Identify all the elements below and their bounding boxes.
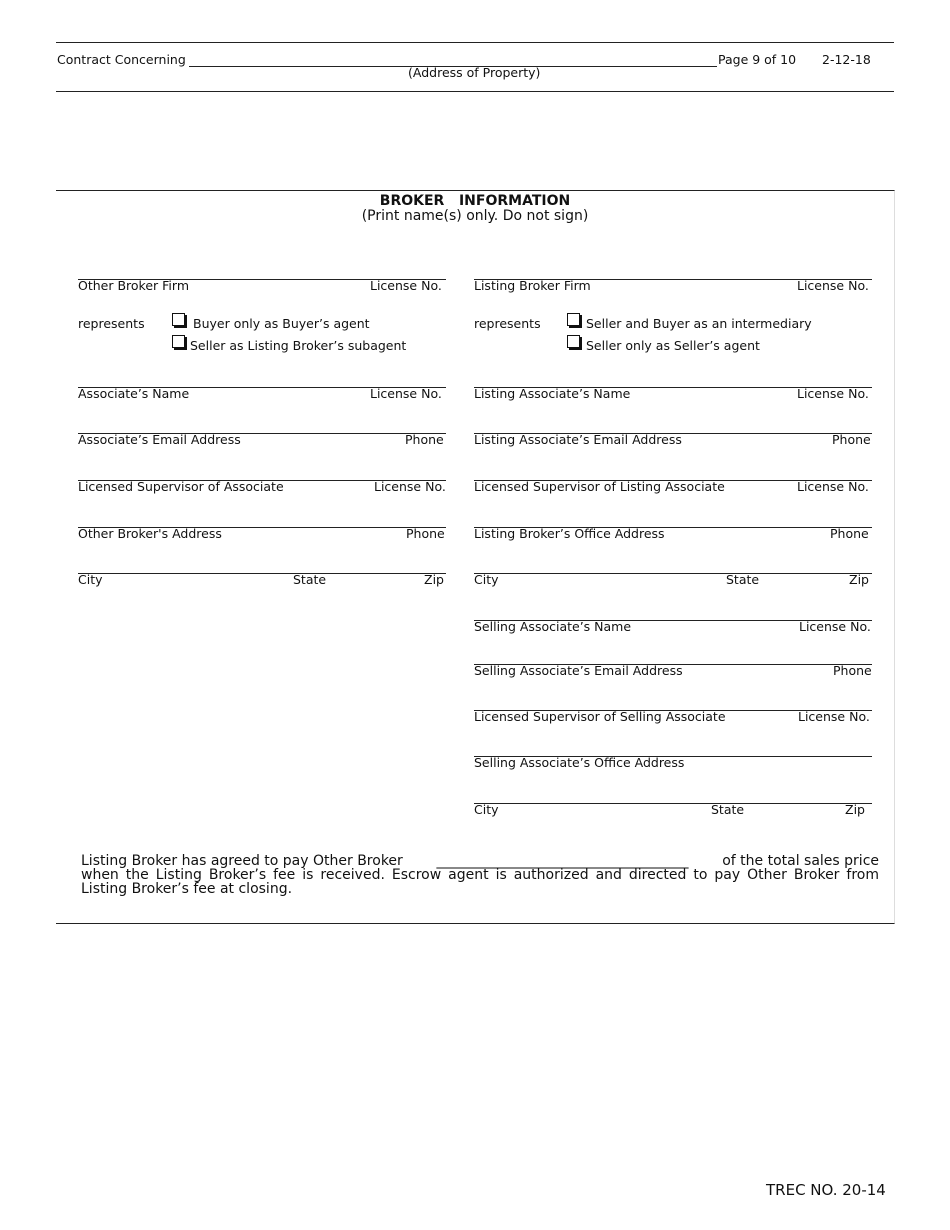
selling-state-label: State xyxy=(711,802,745,817)
fee-paragraph xyxy=(81,854,879,896)
address-caption: (Address of Property) xyxy=(408,65,541,80)
associate-license-label: License No. xyxy=(370,386,442,401)
selling-city-label: City xyxy=(474,802,499,817)
contract-concerning-label: Contract Concerning xyxy=(57,52,186,67)
selling-city-field[interactable] xyxy=(474,803,872,804)
right-represents-label: represents xyxy=(474,316,541,331)
listing-broker-address-label: Listing Broker’s Office Address xyxy=(474,526,665,541)
page-number: Page 9 of 10 xyxy=(718,52,797,67)
associate-phone-label: Phone xyxy=(405,432,444,447)
selling-zip-label: Zip xyxy=(845,802,865,817)
seller-agent-checkbox[interactable] xyxy=(567,335,580,348)
associate-email-label: Associate’s Email Address xyxy=(78,432,241,447)
seller-agent-option: Seller only as Seller’s agent xyxy=(586,338,760,353)
trec-form-number: TREC NO. 20-14 xyxy=(766,1181,886,1199)
right-zip-label: Zip xyxy=(849,572,869,587)
left-represents-label: represents xyxy=(78,316,145,331)
fee-line1-end: of the total sales price xyxy=(722,853,879,869)
listing-associate-license-label: License No. xyxy=(797,386,869,401)
selling-associate-phone-label: Phone xyxy=(833,663,872,678)
other-broker-phone-label: Phone xyxy=(406,526,445,541)
selling-supervisor-license-label: License No. xyxy=(798,709,870,724)
other-broker-firm-label: Other Broker Firm xyxy=(78,278,189,293)
section-subtitle: (Print name(s) only. Do not sign) xyxy=(361,208,589,224)
left-zip-label: Zip xyxy=(424,572,444,587)
left-city-field[interactable] xyxy=(78,573,446,574)
listing-broker-license-label: License No. xyxy=(797,278,869,293)
fee-line-2: when the Listing Broker’s fee is received. Escrow agent is authorized and directed to pay Other Broker from xyxy=(81,867,879,883)
listing-associate-email-label: Listing Associate’s Email Address xyxy=(474,432,682,447)
buyer-agent-option: Buyer only as Buyer’s agent xyxy=(193,316,370,331)
intermediary-checkbox[interactable] xyxy=(567,313,580,326)
fee-amount-field[interactable]: ____________________________________ xyxy=(436,853,689,869)
buyer-agent-checkbox[interactable] xyxy=(172,313,185,326)
selling-associate-name-label: Selling Associate’s Name xyxy=(474,619,632,634)
supervisor-label: Licensed Supervisor of Associate xyxy=(78,479,284,494)
left-city-label: City xyxy=(78,572,103,587)
left-state-label: State xyxy=(293,572,327,587)
selling-associate-address-label: Selling Associate’s Office Address xyxy=(474,755,685,770)
listing-supervisor-license-label: License No. xyxy=(797,479,869,494)
section-title: BROKER INFORMATION xyxy=(379,193,571,209)
other-broker-license-label: License No. xyxy=(370,278,442,293)
intermediary-option: Seller and Buyer as an intermediary xyxy=(586,316,812,331)
selling-associate-license-label: License No. xyxy=(799,619,871,634)
right-city-label: City xyxy=(474,572,499,587)
seller-subagent-checkbox[interactable] xyxy=(172,335,185,348)
fee-line1-start: Listing Broker has agreed to pay Other Broker xyxy=(81,853,403,869)
selling-supervisor-label: Licensed Supervisor of Selling Associate xyxy=(474,709,726,724)
selling-associate-email-label: Selling Associate’s Email Address xyxy=(474,663,683,678)
seller-subagent-option: Seller as Listing Broker’s subagent xyxy=(190,338,407,353)
fee-line-1 xyxy=(81,854,879,868)
supervisor-license-label: License No. xyxy=(374,479,446,494)
listing-broker-phone-label: Phone xyxy=(830,526,869,541)
other-broker-address-label: Other Broker's Address xyxy=(78,526,222,541)
listing-supervisor-label: Licensed Supervisor of Listing Associate xyxy=(474,479,725,494)
listing-associate-name-label: Listing Associate’s Name xyxy=(474,386,631,401)
right-state-label: State xyxy=(726,572,760,587)
associate-name-label: Associate’s Name xyxy=(78,386,190,401)
form-date: 2-12-18 xyxy=(822,52,871,67)
right-city-field[interactable] xyxy=(474,573,872,574)
listing-broker-firm-label: Listing Broker Firm xyxy=(474,278,591,293)
fee-line-3: Listing Broker’s fee at closing. xyxy=(81,881,293,897)
listing-associate-phone-label: Phone xyxy=(832,432,871,447)
